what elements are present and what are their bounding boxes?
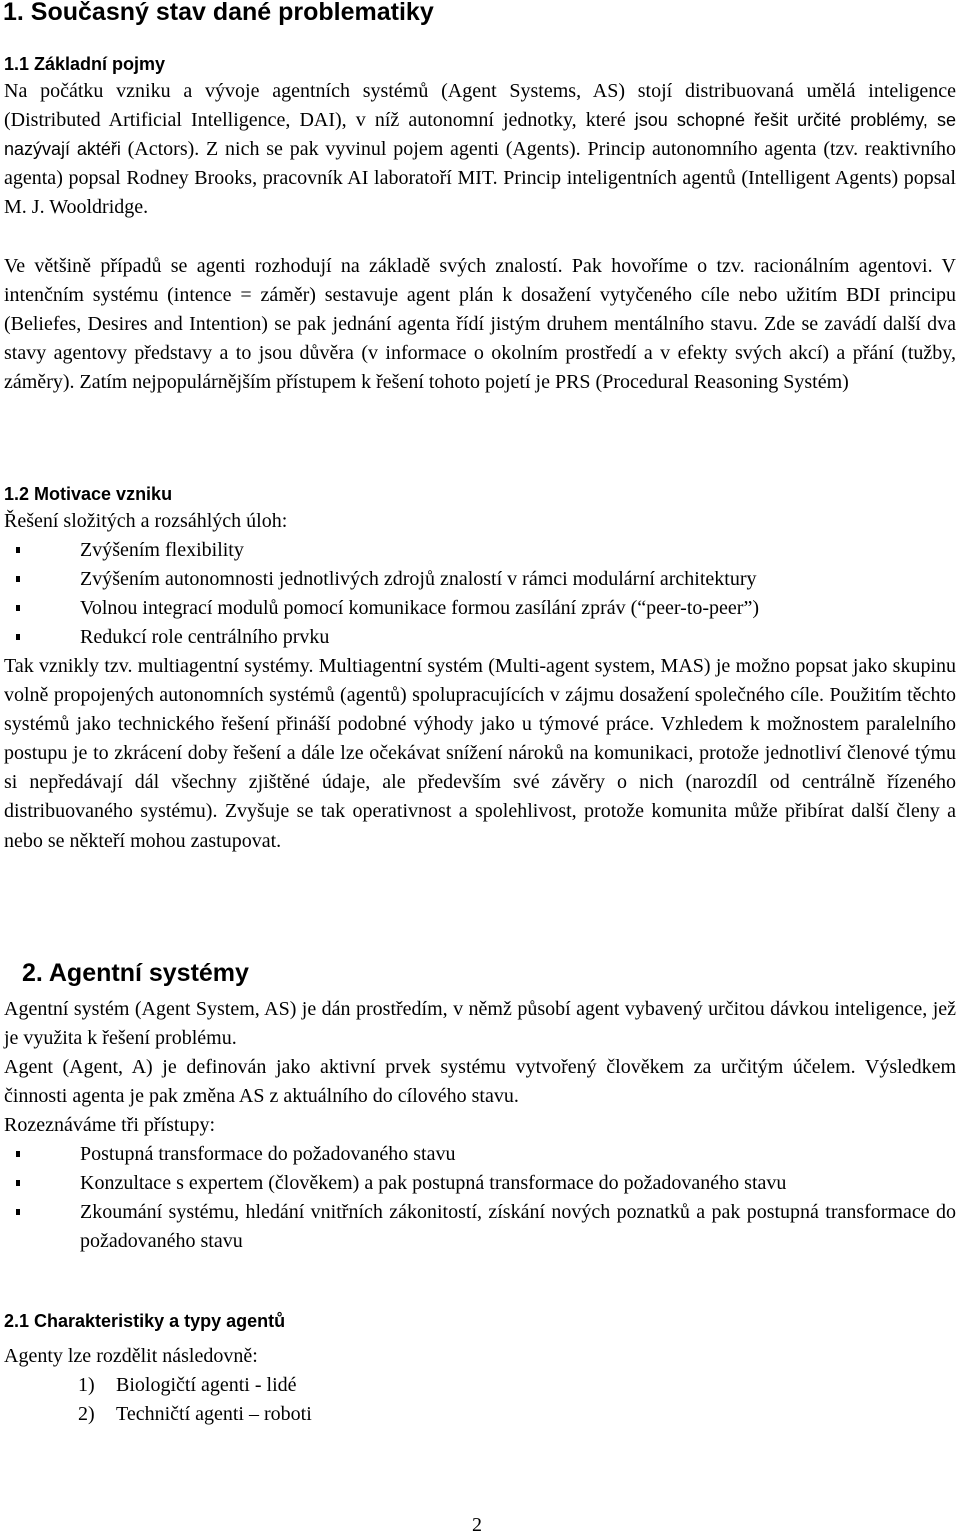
bullet-item — [4, 536, 956, 565]
section-2-paragraph-1: Agentní systém (Agent System, AS) je dán prostředím, v němž působí agent vybavený určitou dávkou inteligence, jež je využita k řešení problému. — [4, 998, 956, 1050]
section-2-paragraph-3: Rozeznáváme tři přístupy: — [4, 1114, 216, 1136]
section-2-1-intro: Agenty lze rozdělit následovně: — [4, 1345, 258, 1367]
square-bullet-icon — [16, 1180, 20, 1186]
paragraph-1-part-b-sans: jsou schopné řešit určité problémy, se nazývají aktéři — [4, 110, 956, 160]
section-1-1-paragraph-2: Ve většině případů se agenti rozhodují na základě svých znalostí. Pak hovoříme o tzv. racionálním agentovi. V intenčním systému (intence = záměr) sestavuje agent plán k dosažení vytyčeného cíle nebo užitím BDI principu (Beliefes, Desires and Intention) se pak jednání agenta řídí jistým druhem mentálního stavu. Zde se zavádí další dva stavy agentovy představy a to jsou důvěra (v informace o okolním prostředí a v efekty svých akcí) a přání (tužby, záměry). Zatím nejpopulárnějším přístupem k řešení tohoto pojetí je PRS (Procedural Reasoning Systém) — [4, 255, 956, 394]
paragraph-1-part-a: Na počátku vzniku a vývoje agentních systémů (Agent Systems, AS) stojí distribuovaná umělá inteligence (Distributed Artificial Intelligence, DAI), v níž autonomní jednotky, které — [4, 80, 956, 132]
bullet-text: Zvýšením flexibility — [80, 539, 244, 561]
section-2-bullet-list — [4, 1140, 956, 1256]
square-bullet-icon — [16, 1209, 20, 1215]
square-bullet-icon — [16, 605, 20, 611]
bullet-text: Zvýšením autonomnosti jednotlivých zdrojů znalostí v rámci modulární architektury — [80, 568, 757, 591]
bullet-item — [4, 1169, 956, 1198]
section-2-paragraph-2: Agent (Agent, A) je definován jako aktivní prvek systému vytvořený člověkem za určitým účelem. Výsledkem činnosti agenta je pak změna AS z aktuálního do cílového stavu. — [4, 1056, 956, 1108]
section-1-2-intro: Řešení složitých a rozsáhlých úloh: — [4, 510, 288, 532]
item-text: Biologičtí agenti - lidé — [116, 1374, 297, 1396]
section-1-2-heading: 1.2 Motivace vzniku — [4, 484, 173, 504]
bullet-item — [4, 1140, 956, 1169]
section-2-heading: 2. Agentní systémy — [22, 959, 249, 987]
bullet-item — [4, 1198, 956, 1256]
bullet-item — [4, 623, 956, 652]
item-text: Techničtí agenti – roboti — [116, 1403, 312, 1425]
square-bullet-icon — [16, 634, 20, 640]
bullet-text: Redukcí role centrálního prvku — [80, 626, 330, 649]
section-1-1-paragraph-1 — [4, 77, 956, 222]
page-number: 2 — [472, 1514, 482, 1536]
section-1-2-bullet-list — [4, 536, 956, 652]
bullet-text: Konzultace s expertem (člověkem) a pak postupná transformace do požadovaného stavu — [80, 1172, 787, 1195]
item-number: 1) — [78, 1374, 95, 1396]
section-2-1-heading: 2.1 Charakteristiky a typy agentů — [4, 1311, 286, 1331]
bullet-item — [4, 565, 956, 594]
bullet-text: Zkoumání systému, hledání vnitřních zákonitostí, získání nových poznatků a pak postupná transformace do požadovaného stavu — [80, 1201, 956, 1253]
section-1-1-heading: 1.1 Základní pojmy — [4, 54, 166, 74]
bullet-text: Postupná transformace do požadovaného stavu — [80, 1143, 456, 1165]
section-1-2-paragraph: Tak vznikly tzv. multiagentní systémy. Multiagentní systém (Multi-agent system, MAS) je možno popsat jako skupinu volně propojených autonomních systémů (agentů) spolupracujících v zájmu dosažení společného cíle. Použitím těchto systémů jako technického řešení přináší podobné výhody jako u týmové práce. Vzhledem k možnostem paralelního postupu je to zkrácení doby řešení a dále lze očekávat snížení nároků na komunikaci, protože jednotliví členové týmu si nepředávají dál všechny zjištěné údaje, ale především své závěry o nich (narozdíl od centrálně řízeného distribuovaného systému). Zvyšuje se tak operativnost a spolehlivost, protože komunita může přibírat další členy a nebo se někteří mohou zastupovat. — [4, 655, 956, 852]
square-bullet-icon — [16, 547, 20, 553]
item-number: 2) — [78, 1403, 95, 1425]
section-1-heading: 1. Současný stav dané problematiky — [3, 0, 434, 26]
paragraph-1-part-c: (Actors). Z nich se pak vyvinul pojem agenti (Agents). Princip autonomního agenta (tzv. reaktivního agenta) popsal Rodney Brooks, pracovník AI laboratoří MIT. Princip inteligentních agentů (Intelligent Agents) popsal M. J. Wooldridge. — [4, 138, 956, 219]
numbered-item — [78, 1371, 312, 1400]
bullet-item — [4, 594, 956, 623]
square-bullet-icon — [16, 576, 20, 582]
section-2-1-numbered-list — [78, 1371, 312, 1429]
square-bullet-icon — [16, 1151, 20, 1157]
numbered-item — [78, 1400, 312, 1429]
bullet-text: Volnou integrací modulů pomocí komunikace formou zasílání zpráv (“peer-to-peer”) — [80, 597, 759, 620]
